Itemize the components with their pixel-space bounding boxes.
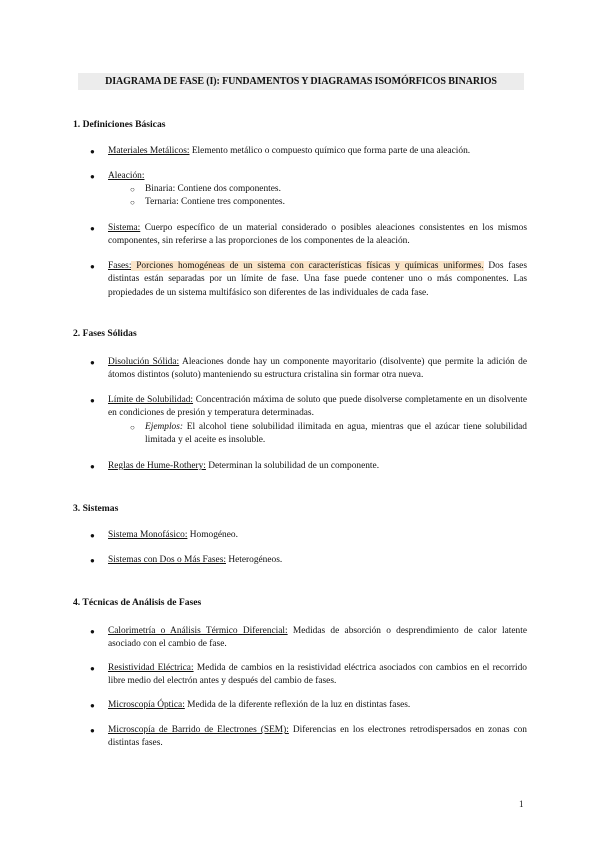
item-text: Aleaciones donde hay un componente mayoritario (disolvente) que permite la adición de átomos distintos (soluto) manteniendo su estructura cristalina sin formar otra nueva.	[108, 357, 527, 381]
bullet-icon: ●	[90, 462, 95, 471]
item-text: Dos fases distintas están separadas por un límite de fase. Una fase puede contener uno o más componentes. Las propiedades de un sistema multifásico son diferentes de las individuales de cada fase.	[108, 261, 527, 298]
term-label: Microscopía Óptica:	[108, 700, 185, 710]
example-text: El alcohol tiene solubilidad ilimitada en agua, mientras que el azúcar tiene solubilidad limitada y el aceite es insoluble.	[145, 422, 527, 446]
sub-bullet-icon: ○	[130, 198, 135, 207]
item-text: Heterogéneos.	[225, 555, 283, 565]
term-label: Calorimetría o Análisis Térmico Diferencial:	[108, 626, 288, 636]
item-text: Cuerpo específico de un material considerado o posibles aleaciones consistentes en los mismos componentes, sin referirse a las proporciones de los componentes de la aleación.	[108, 223, 527, 247]
term-label: Disolución Sólida:	[108, 357, 180, 367]
list-item	[108, 170, 527, 183]
list-item	[108, 394, 527, 421]
list-item	[108, 260, 527, 300]
term-label: Límite de Solubilidad:	[108, 395, 194, 405]
list-item	[108, 222, 527, 249]
term-label: Materiales Metálicos:	[108, 146, 190, 156]
section-heading-1: 1. Definiciones Básicas	[73, 119, 166, 130]
term-label: Fases:	[108, 261, 132, 271]
sub-list-item: Ternaria: Contiene tres componentes.	[145, 197, 285, 207]
item-text: Medida de cambios en la resistividad eléctrica asociados con cambios en el recorrido libre medio del electrón antes y después del cambio de fases.	[108, 663, 527, 687]
sub-list-item	[145, 421, 527, 448]
sub-list-item: Binaria: Contiene dos componentes.	[145, 184, 281, 194]
list-item	[108, 724, 527, 751]
term-label: Microscopía de Barrido de Electrones (SEM):	[108, 725, 289, 735]
bullet-icon: ●	[90, 531, 95, 540]
item-text: Diferencias en los electrones retrodispersados en zonas con distintas fases.	[108, 725, 527, 749]
list-item	[108, 356, 527, 383]
list-item	[108, 625, 527, 652]
item-text: Determinan la solubilidad de un componente.	[205, 461, 380, 471]
item-text: Medidas de absorción o desprendimiento de calor latente asociado con el cambio de fase.	[108, 626, 527, 650]
term-label: Aleación:	[108, 171, 145, 181]
item-text: Elemento metálico o compuesto químico que forma parte de una aleación.	[189, 146, 471, 156]
bullet-icon: ●	[90, 396, 95, 405]
bullet-icon: ●	[90, 262, 95, 271]
term-label: Reglas de Hume-Rothery:	[108, 461, 206, 471]
list-item	[108, 460, 527, 473]
section-heading-2: 2. Fases Sólidas	[73, 328, 137, 339]
item-text: Medida de la diferente reflexión de la luz en distintas fases.	[184, 700, 411, 710]
bullet-icon: ●	[90, 664, 95, 673]
bullet-icon: ●	[90, 627, 95, 636]
term-label: Sistemas con Dos o Más Fases:	[108, 555, 226, 565]
bullet-icon: ●	[90, 358, 95, 367]
sub-bullet-icon: ○	[130, 185, 135, 194]
example-label: Ejemplos:	[145, 422, 184, 432]
bullet-icon: ●	[90, 224, 95, 233]
highlighted-text: Porciones homogéneas de un sistema con características físicas y químicas uniformes.	[131, 261, 484, 271]
bullet-icon: ●	[90, 726, 95, 735]
item-text: Homogéneo.	[187, 530, 238, 540]
section-heading-4: 4. Técnicas de Análisis de Fases	[73, 597, 202, 608]
term-label: Resistividad Eléctrica:	[108, 663, 194, 673]
page-title: DIAGRAMA DE FASE (I): FUNDAMENTOS Y DIAGRAMAS ISOMÓRFICOS BINARIOS	[78, 73, 524, 90]
list-item	[108, 699, 527, 712]
term-label: Sistema Monofásico:	[108, 530, 188, 540]
bullet-icon: ●	[90, 172, 95, 181]
list-item	[108, 529, 527, 542]
section-heading-3: 3. Sistemas	[73, 503, 119, 514]
item-text: Concentración máxima de soluto que puede disolverse completamente en un disolvente en condiciones de presión y temperatura determinadas.	[108, 395, 528, 419]
list-item	[108, 662, 527, 689]
page-number: 1	[519, 799, 524, 809]
list-item	[108, 554, 527, 567]
sub-bullet-icon: ○	[130, 423, 135, 432]
list-item	[108, 145, 527, 158]
bullet-icon: ●	[90, 701, 95, 710]
bullet-icon: ●	[90, 556, 95, 565]
term-label: Sistema:	[108, 223, 141, 233]
bullet-icon: ●	[90, 147, 95, 156]
